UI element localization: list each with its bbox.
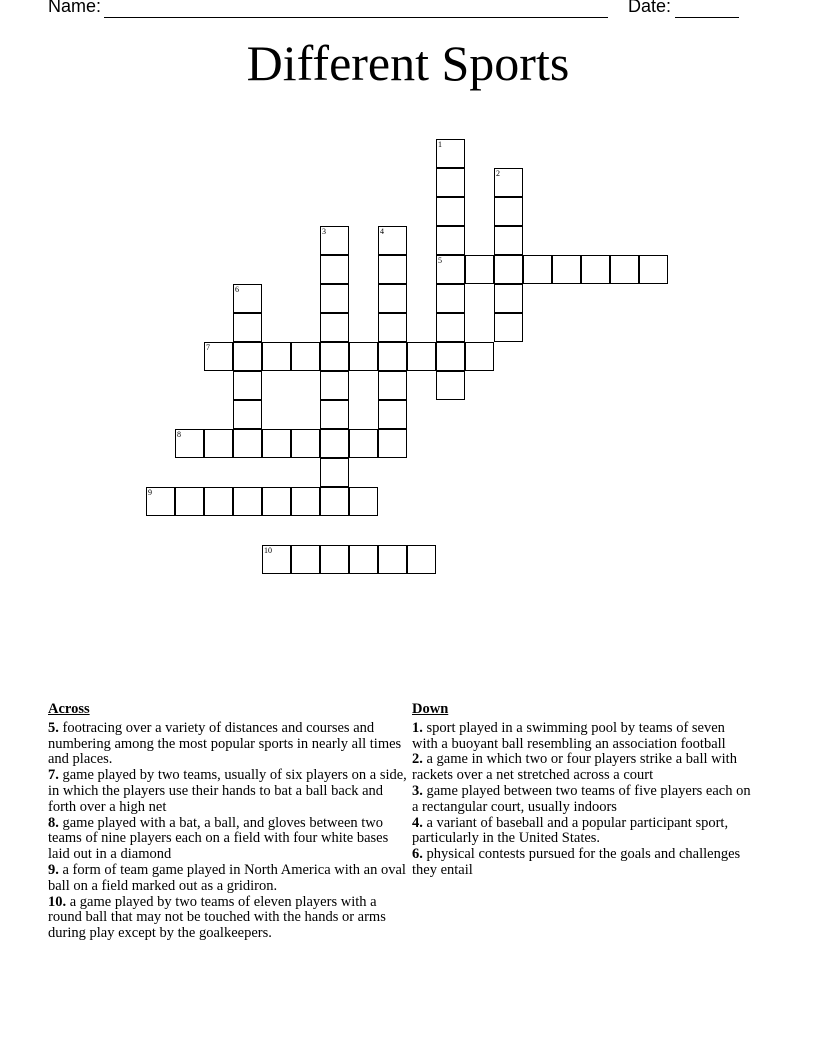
grid-cell[interactable] — [320, 400, 349, 429]
grid-cell[interactable] — [320, 255, 349, 284]
grid-cell[interactable] — [320, 284, 349, 313]
grid-cell[interactable] — [349, 342, 378, 371]
grid-cell[interactable] — [291, 429, 320, 458]
clue-label-number: 1. — [412, 719, 423, 736]
grid-cell[interactable] — [581, 255, 610, 284]
clue-text: a game played by two teams of eleven players with a round ball that may not be touched with the hands or arms during play except by the goalkeepers. — [48, 893, 386, 942]
grid-cell[interactable] — [639, 255, 668, 284]
across-clues — [48, 702, 408, 942]
grid-cell[interactable] — [436, 313, 465, 342]
grid-cell[interactable] — [262, 342, 291, 371]
clue-label-number: 7. — [48, 767, 59, 784]
grid-cell[interactable] — [465, 255, 494, 284]
grid-cell[interactable] — [378, 371, 407, 400]
grid-cell[interactable] — [233, 313, 262, 342]
grid-cell[interactable] — [291, 487, 320, 516]
clue — [48, 721, 408, 768]
grid-cell[interactable] — [378, 313, 407, 342]
grid-cell[interactable] — [378, 545, 407, 574]
grid-cell[interactable] — [436, 342, 465, 371]
clue-number: 4 — [380, 227, 384, 236]
grid-cell[interactable] — [436, 226, 465, 255]
grid-cell[interactable] — [262, 545, 291, 574]
clue-number: 9 — [148, 488, 152, 497]
grid-cell[interactable] — [175, 487, 204, 516]
grid-cell[interactable] — [494, 168, 523, 197]
grid-cell[interactable] — [610, 255, 639, 284]
grid-cell[interactable] — [291, 545, 320, 574]
grid-cell[interactable] — [233, 371, 262, 400]
clue-number: 5 — [438, 256, 442, 265]
grid-cell[interactable] — [262, 487, 291, 516]
grid-cell[interactable] — [494, 226, 523, 255]
down-heading: Down — [412, 701, 449, 717]
grid-cell[interactable] — [233, 400, 262, 429]
grid-cell[interactable] — [204, 342, 233, 371]
clue — [48, 816, 408, 863]
clue-number: 3 — [322, 227, 326, 236]
grid-cell[interactable] — [146, 487, 175, 516]
grid-cell[interactable] — [436, 255, 465, 284]
clue-text: a variant of baseball and a popular participant sport, particularly in the United States. — [412, 814, 729, 847]
grid-cell[interactable] — [494, 313, 523, 342]
grid-cell[interactable] — [436, 371, 465, 400]
grid-cell[interactable] — [320, 458, 349, 487]
grid-cell[interactable] — [552, 255, 581, 284]
clue — [412, 847, 752, 879]
clue-text: physical contests pursued for the goals and challenges they entail — [412, 846, 741, 878]
grid-cell[interactable] — [407, 342, 436, 371]
grid-cell[interactable] — [233, 342, 262, 371]
grid-cell[interactable] — [407, 545, 436, 574]
grid-cell[interactable] — [436, 139, 465, 168]
grid-cell[interactable] — [320, 226, 349, 255]
grid-cell[interactable] — [320, 429, 349, 458]
clue-text: game played by two teams, usually of six players on a side, in which the players use their hands to bat a ball back and forth over a high net — [48, 767, 407, 815]
clue-label-number: 10. — [48, 893, 67, 910]
grid-cell[interactable] — [494, 197, 523, 226]
grid-cell[interactable] — [320, 342, 349, 371]
down-clue-list — [412, 721, 752, 879]
across-heading: Across — [48, 701, 90, 717]
clue-label-number: 8. — [48, 814, 59, 831]
grid-cell[interactable] — [349, 487, 378, 516]
clue-text: game played between two teams of five players each on a rectangular court, usually indoors — [412, 782, 751, 815]
grid-cell[interactable] — [436, 197, 465, 226]
clue-text: footracing over a variety of distances and courses and numbering among the most popular sports in nearly all times and places. — [48, 719, 402, 768]
clue-text: a game in which two or four players strike a ball with rackets over a net stretched across a court — [412, 751, 737, 784]
grid-cell[interactable] — [233, 284, 262, 313]
clue-text: sport played in a swimming pool by teams of seven with a buoyant ball resembling an association football — [412, 719, 726, 752]
grid-cell[interactable] — [378, 400, 407, 429]
grid-cell[interactable] — [320, 313, 349, 342]
clue-number: 8 — [177, 430, 181, 439]
clue-label-number: 4. — [412, 814, 423, 831]
grid-cell[interactable] — [436, 168, 465, 197]
grid-cell[interactable] — [378, 255, 407, 284]
grid-cell[interactable] — [349, 545, 378, 574]
grid-cell[interactable] — [262, 429, 291, 458]
clue — [48, 863, 408, 895]
grid-cell[interactable] — [378, 342, 407, 371]
down-clues — [412, 702, 752, 879]
grid-cell[interactable] — [523, 255, 552, 284]
grid-cell[interactable] — [233, 487, 262, 516]
grid-cell[interactable] — [291, 342, 320, 371]
clue-label-number: 5. — [48, 719, 59, 736]
grid-cell[interactable] — [465, 342, 494, 371]
clue — [412, 784, 752, 816]
grid-cell[interactable] — [320, 487, 349, 516]
grid-cell[interactable] — [378, 284, 407, 313]
across-clue-list — [48, 721, 408, 942]
clue-label-number: 6. — [412, 846, 423, 863]
grid-cell[interactable] — [204, 487, 233, 516]
grid-cell[interactable] — [204, 429, 233, 458]
page-title: Different Sports — [246, 35, 570, 91]
date-label: Date: — [628, 0, 672, 16]
clue-label-number: 9. — [48, 861, 59, 878]
clue-number: 10 — [264, 546, 272, 555]
grid-cell[interactable] — [175, 429, 204, 458]
grid-cell[interactable] — [494, 255, 523, 284]
clue-label-number: 3. — [412, 782, 423, 799]
clue — [412, 816, 752, 848]
clue-label-number: 2. — [412, 751, 423, 768]
clue-number: 2 — [496, 169, 500, 178]
name-label: Name: — [48, 0, 102, 16]
grid-cell[interactable] — [349, 429, 378, 458]
clue — [412, 752, 752, 784]
grid-cell[interactable] — [436, 284, 465, 313]
clue — [48, 768, 408, 815]
clue-text: game played with a bat, a ball, and gloves between two teams of nine players each on a field with four white bases laid out in a diamond — [48, 814, 389, 863]
clue-number: 6 — [235, 285, 239, 294]
clue — [412, 721, 752, 753]
clue — [48, 895, 408, 942]
grid-cell[interactable] — [320, 545, 349, 574]
grid-cell[interactable] — [320, 371, 349, 400]
grid-cell[interactable] — [378, 429, 407, 458]
grid-cell[interactable] — [233, 429, 262, 458]
clue-text: a form of team game played in North America with an oval ball on a field marked out as a gridiron. — [48, 861, 406, 894]
clue-number: 1 — [438, 140, 442, 149]
clue-number: 7 — [206, 343, 210, 352]
grid-cell[interactable] — [494, 284, 523, 313]
grid-cell[interactable] — [378, 226, 407, 255]
